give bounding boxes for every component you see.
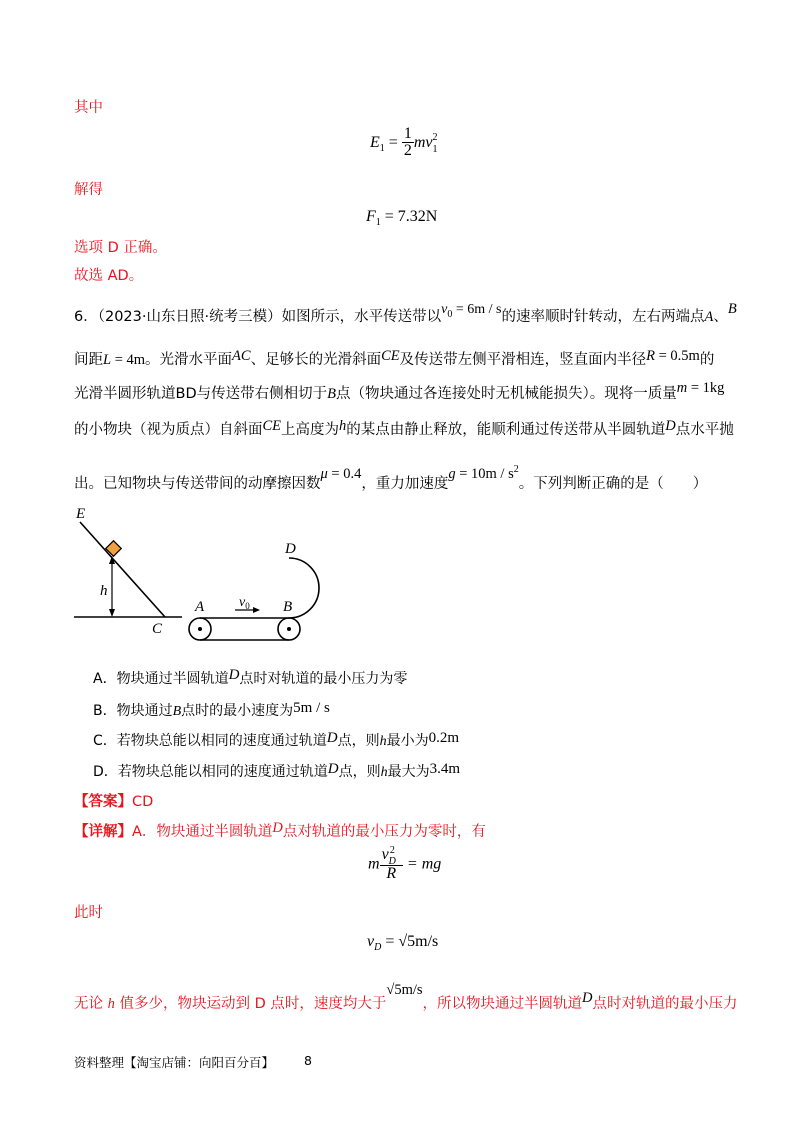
incline-ce [80,522,165,617]
choose-line: 故选 AD。 [74,268,144,284]
question-line-3: 光滑半圆形轨道BD与传送带右侧相切于B点（物块通过各连接处时无机械能损失）。现将一质量m = 1kg [74,380,725,402]
equation-force: $F_1 = 7.32N$ [366,208,438,229]
label-h: h [100,583,108,599]
label-v0: $v_0$ [239,595,250,611]
page-number: 8 [304,1053,312,1068]
semicircle-track-bd [289,558,319,618]
option-b: B．物块通过B点时的最小速度为5m / s [93,700,330,719]
option-d-correct-line: 选项 D 正确。 [74,240,167,256]
label-e: E [76,506,86,522]
label-d: D [285,541,296,557]
equation-kinetic-energy: $E_1$ = $\frac{1}{2}$ $mv_1^2$ [370,125,438,159]
answer-line: 【答案】CD [74,794,154,810]
question-line-2: 间距L = 4m。光滑水平面AC、足够长的光滑斜面CE及传送带左侧平滑相连，竖直面内半径R = 0.5m的 [74,348,715,368]
question-line-1: 6．（2023·山东日照·统考三模）如图所示，水平传送带以$v_0 = 6m / s$的速率顺时针转动，左右两端点A、B [74,301,737,325]
this-time-label: 此时 [74,905,103,921]
equation-vd: $v_D = √5m/s$ [367,933,439,954]
option-a: A．物块通过半圆轨道D点时对轨道的最小压力为零 [93,667,408,687]
solve-label: 解得 [74,182,103,198]
detail-line: 【详解】A．物块通过半圆轨道D点对轨道的最小压力为零时，有 [74,820,486,840]
footer-source: 资料整理【淘宝店铺：向阳百分百】 [74,1055,275,1070]
option-d: D．若物块总能以相同的速度通过轨道D点，则h最大为3.4m [93,761,461,780]
equation-centripetal: m $\frac{v_D^2}{R}$ = mg [368,845,442,882]
label-b: B [283,599,293,615]
conclusion-line: 无论 h 值多少，物块运动到 D 点时，速度均大于√5m/s，所以物块通过半圆轨道D点时对轨道的最小压力 [74,982,738,1012]
question-line-4: 的小物块（视为质点）自斜面CE上高度为h的某点由静止释放，能顺利通过传送带从半圆轨道D点水平抛 [74,418,734,438]
option-c: C．若物块总能以相同的速度通过轨道D点，则h最小为0.2m [93,730,460,749]
label-a: A [195,599,205,615]
intro-label: 其中 [74,100,103,116]
label-c: C [152,621,163,637]
conveyor-belt-diagram [70,500,350,650]
question-line-5: 出。已知物块与传送带间的动摩擦因数μ = 0.4，重力加速度$g = 10m / s^2$。下列判断正确的是（ ） [74,464,708,492]
